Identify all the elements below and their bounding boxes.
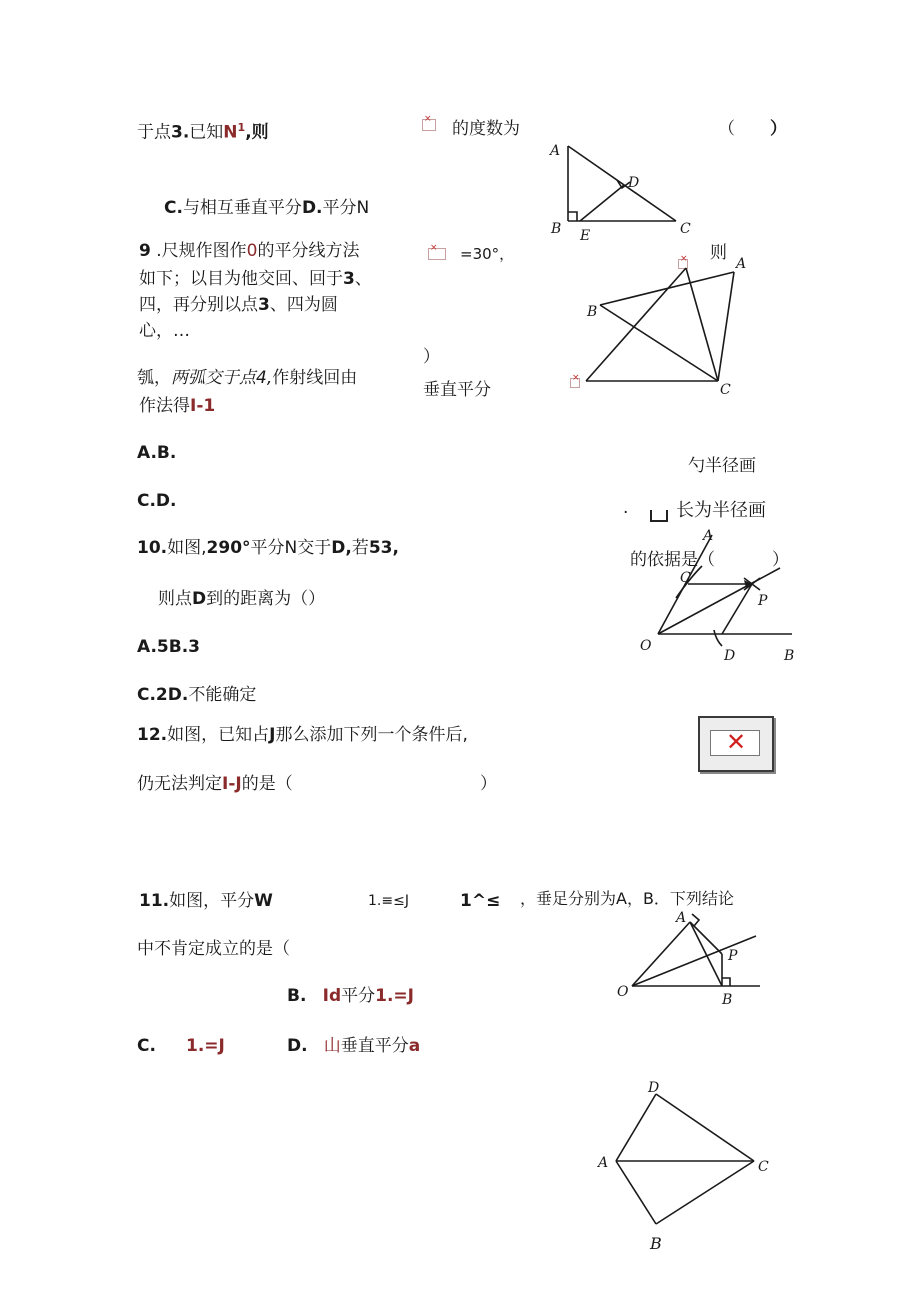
- label-a: A: [676, 910, 687, 926]
- label-o: O: [640, 638, 652, 654]
- text: 、四为圆: [269, 295, 338, 315]
- text: 垂直平分: [340, 1036, 409, 1056]
- text: 两弧交于点4,: [171, 368, 273, 388]
- label-o: O: [617, 984, 629, 1000]
- text: D.: [287, 1036, 308, 1056]
- text: B.: [287, 986, 307, 1006]
- label-a: A: [703, 528, 714, 544]
- label-c: C: [680, 570, 691, 586]
- label-b: B: [587, 304, 598, 320]
- text: D,: [331, 538, 352, 558]
- label-a: A: [550, 143, 561, 159]
- q9-right-basis-paren: ）: [772, 550, 789, 570]
- label-p: P: [728, 948, 738, 964]
- text: .尺规作图作: [156, 241, 247, 261]
- q9-right-dot: ·: [623, 503, 629, 523]
- text: W: [254, 891, 273, 911]
- label-a: A: [598, 1155, 609, 1171]
- text: 瓠，: [137, 368, 171, 388]
- q9-right-radius-1: 勺半径画: [688, 456, 756, 476]
- text: J: [269, 725, 276, 745]
- q9-right-radius-2: 长为半径画: [676, 500, 766, 521]
- text: C.2D.: [137, 685, 189, 705]
- label-c: C: [758, 1159, 769, 1175]
- text: 3.: [171, 122, 190, 143]
- text: 9: [139, 241, 151, 261]
- text: N: [223, 122, 238, 143]
- text: C.: [137, 1036, 156, 1056]
- q9-right-text: 垂直平分: [423, 380, 491, 400]
- text: 53,: [368, 538, 399, 558]
- text: 1.=J: [375, 986, 414, 1006]
- q9-line4: 心，…: [139, 321, 190, 341]
- q9-right-ze: 则: [710, 243, 727, 263]
- text: 则点: [158, 589, 192, 609]
- text: 3: [343, 269, 355, 289]
- q11-mid1: 1.≡≤J: [368, 893, 409, 909]
- text: 1: [237, 121, 246, 134]
- q11-line1-right: ，垂足分别为A，B．下列结论: [520, 889, 734, 908]
- text: 12.: [137, 725, 168, 745]
- label-b: B: [784, 648, 795, 664]
- text: 作射线回由: [272, 368, 358, 388]
- q11-mid2: 1^≤: [460, 891, 501, 911]
- text: ,则: [245, 122, 269, 143]
- text: 平分N: [322, 198, 370, 218]
- label-b: B: [650, 1234, 662, 1253]
- text: 作法得: [139, 396, 190, 416]
- q11-line2: 中不肯定成立的是（: [137, 939, 290, 959]
- label-p: P: [758, 593, 768, 609]
- text: Id: [322, 986, 342, 1006]
- q10-options-ab: A.5B.3: [137, 637, 201, 657]
- text: I-1: [190, 396, 216, 416]
- text: 四，再分别以点: [139, 295, 258, 315]
- text: 0: [246, 241, 258, 261]
- q8-paren-left: （: [718, 119, 735, 139]
- text: 于点: [137, 122, 171, 143]
- text: 如图，已知占: [167, 725, 270, 745]
- text: 与相互垂直平分: [182, 198, 302, 218]
- text: 已知: [189, 122, 224, 143]
- q9-options-ab: A.B.: [137, 443, 177, 463]
- text: D: [192, 589, 207, 609]
- q12-paren-close: ）: [480, 774, 497, 794]
- q8-paren-right: ）: [770, 119, 787, 139]
- text: 若: [351, 538, 369, 558]
- text: 3: [258, 295, 270, 315]
- q11-option-c-value: 1.=J: [186, 1036, 225, 1056]
- text: 的是（: [241, 774, 293, 794]
- text: 仍无法判定: [137, 774, 222, 794]
- text: 平分: [341, 986, 376, 1006]
- text: 290°: [206, 538, 251, 558]
- text: 山: [323, 1036, 341, 1056]
- q9-right-angle: =30°，: [460, 245, 515, 263]
- text: 到的距离为（）: [206, 589, 326, 609]
- text: 11.: [139, 891, 170, 911]
- label-a: A: [736, 256, 747, 272]
- q9-right-basis: 的依据是（: [630, 550, 715, 570]
- label-d: D: [648, 1080, 660, 1096]
- label-d: D: [724, 648, 736, 664]
- q9-options-cd: C.D.: [137, 491, 177, 511]
- text: D.: [301, 198, 323, 218]
- text: 那么添加下列一个条件后,: [275, 725, 468, 745]
- text: I-J: [222, 774, 242, 794]
- text: 平分N交于: [250, 538, 332, 558]
- text: 如图,: [167, 538, 207, 558]
- text: 10.: [137, 538, 168, 558]
- label-d: D: [628, 175, 640, 191]
- text: 如下；以目为他交回、回于: [139, 269, 343, 289]
- text: 的平分线方法: [257, 241, 360, 261]
- text: C.: [164, 198, 183, 218]
- q8-right-text: 的度数为: [452, 119, 520, 139]
- label-b: B: [551, 221, 562, 237]
- text: 不能确定: [188, 685, 257, 705]
- label-e: E: [580, 228, 591, 244]
- text: a: [408, 1036, 421, 1056]
- label-c: C: [720, 382, 731, 398]
- text: 如图，平分: [169, 891, 255, 911]
- text: 、: [354, 269, 372, 289]
- label-c: C: [680, 221, 691, 237]
- label-b: B: [722, 992, 733, 1008]
- q9-right-paren: ）: [423, 347, 440, 367]
